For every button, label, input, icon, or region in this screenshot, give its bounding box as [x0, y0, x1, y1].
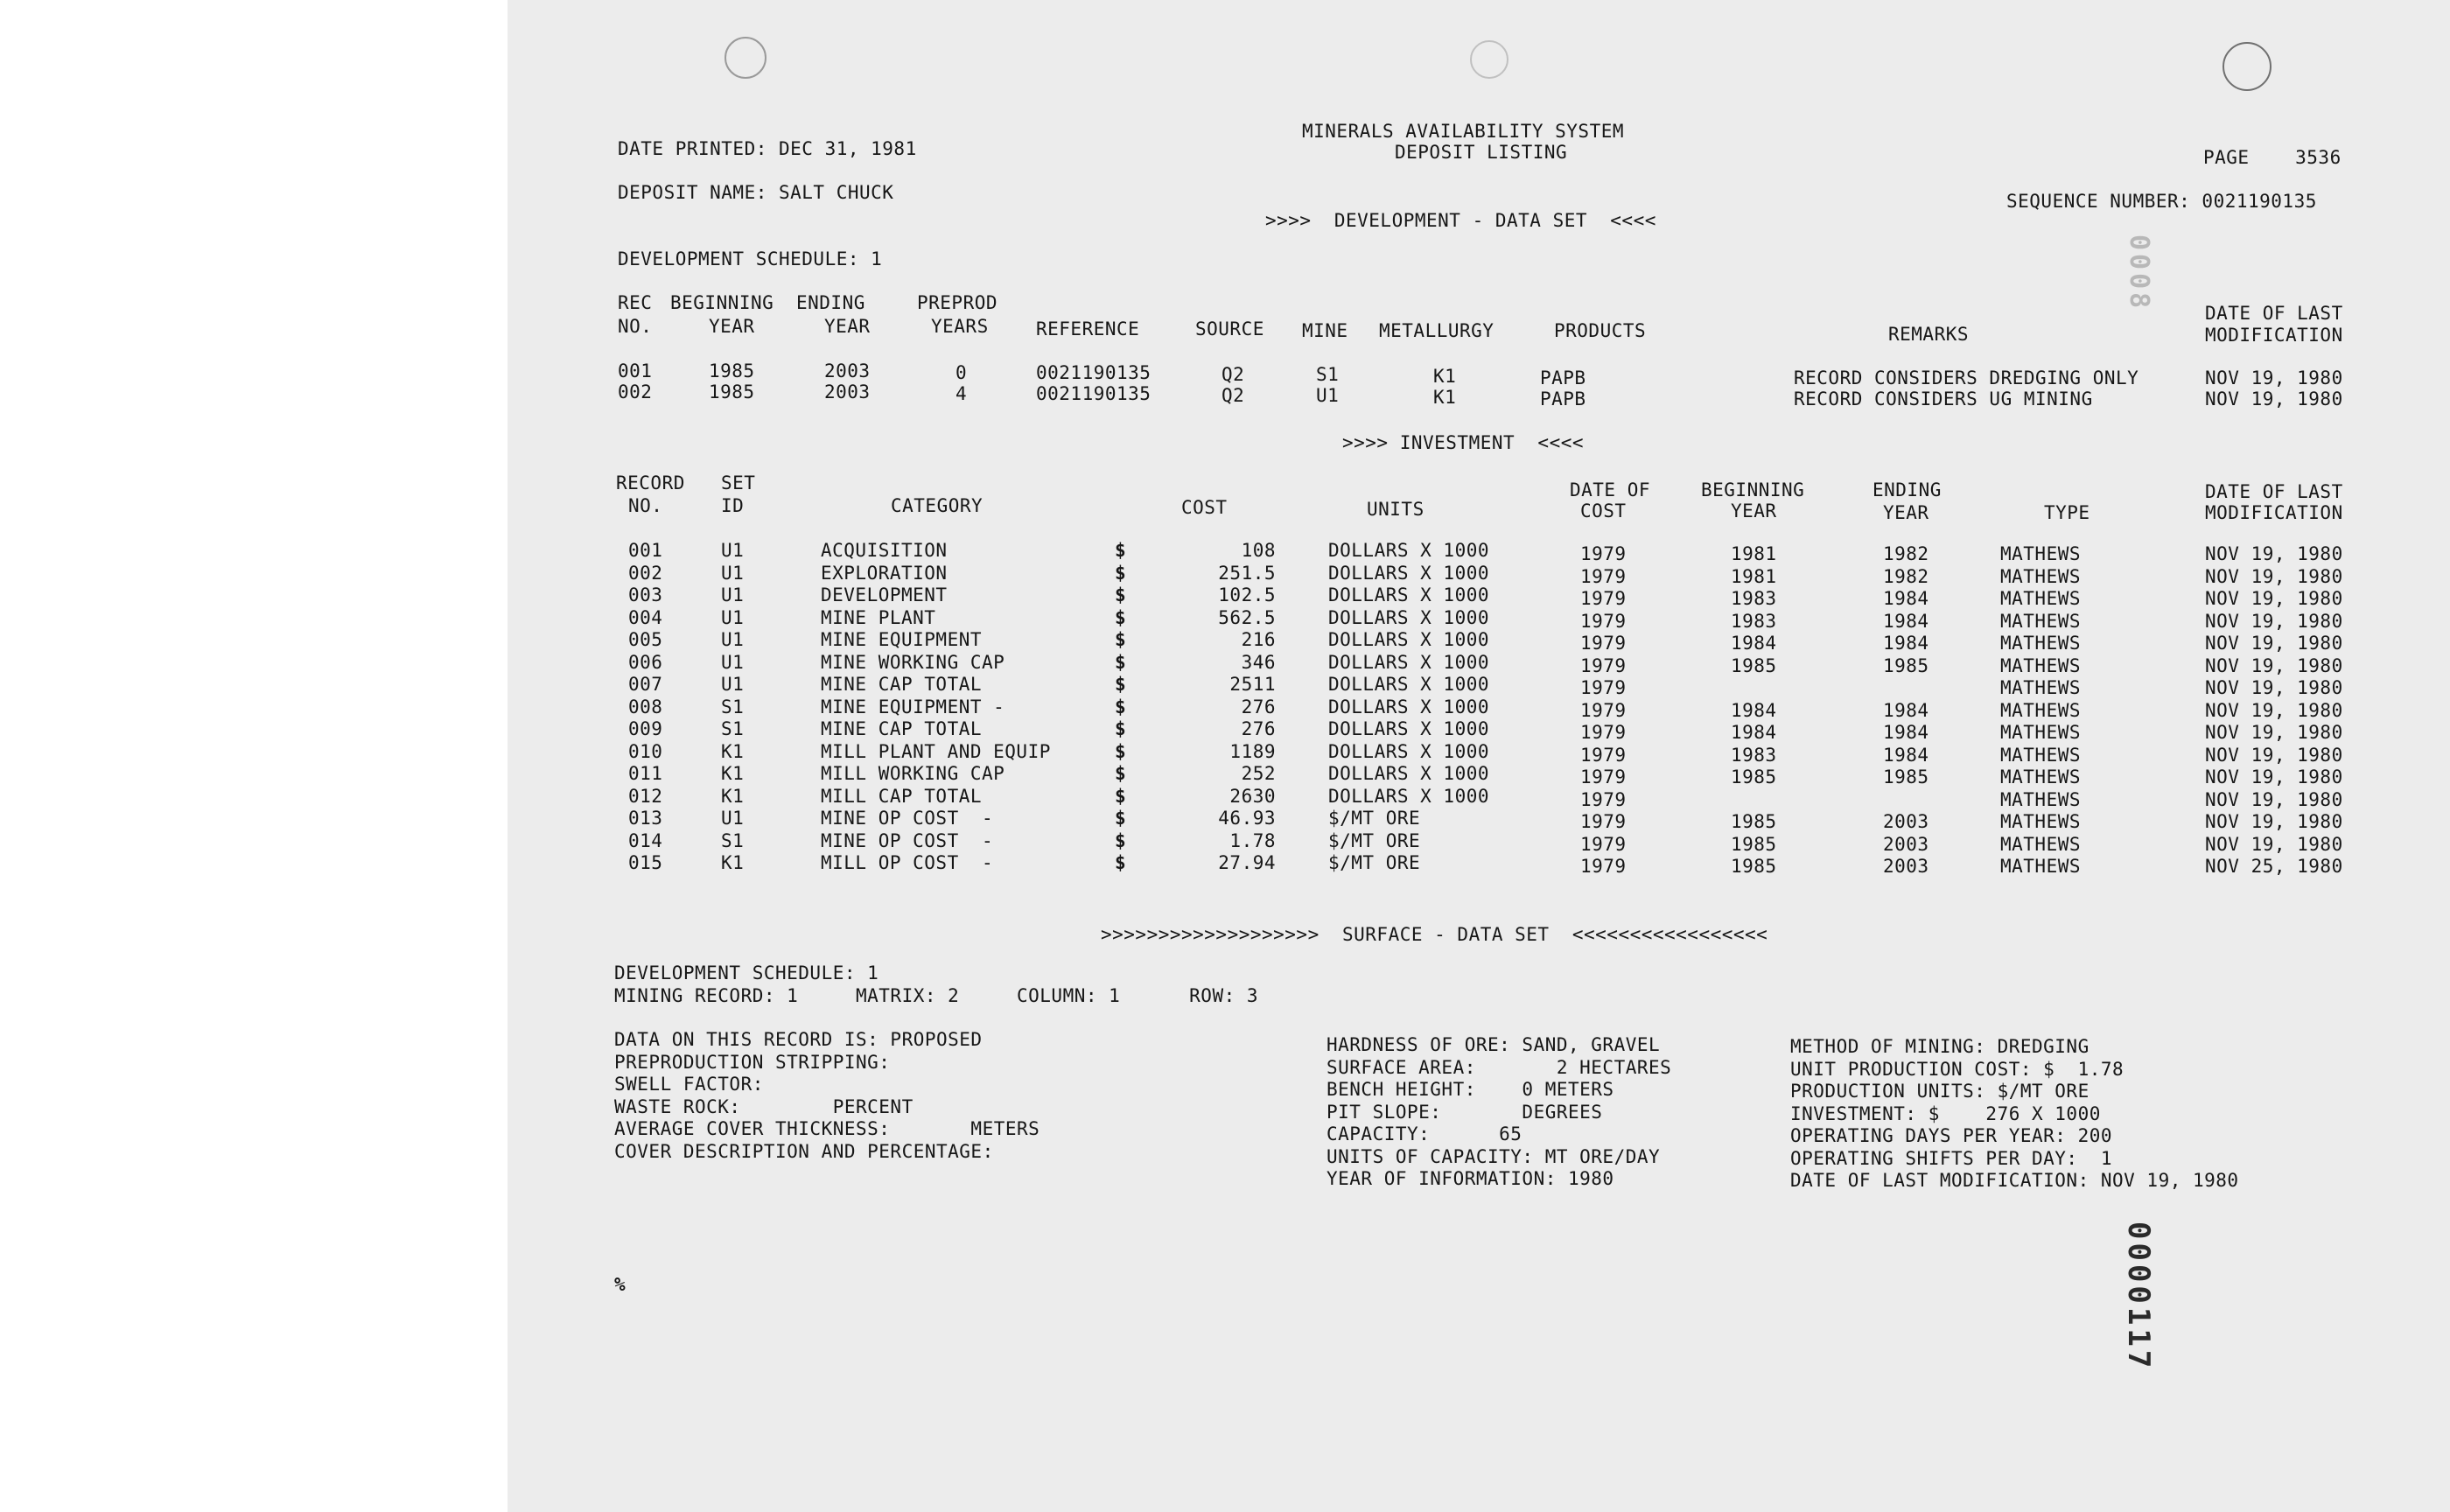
inv-cell-cost: 27.94: [1218, 852, 1276, 873]
inv-cell-type: MATHEWS: [2000, 789, 2082, 810]
inv-cell-set: K1: [721, 786, 745, 807]
dev-cell-met: K1: [1433, 366, 1457, 387]
col-header: SET: [721, 472, 756, 494]
inv-cell-rec: 008: [628, 696, 663, 718]
col-header: YEAR: [1731, 500, 1777, 522]
inv-cell-units: $/MT ORE: [1328, 808, 1421, 829]
inv-cell-rec: 004: [628, 607, 663, 628]
investment-banner: >>>> INVESTMENT <<<<: [1342, 432, 1585, 453]
percent-mark: %: [614, 1274, 626, 1295]
col-header: REMARKS: [1888, 324, 1970, 345]
development-banner: >>>> DEVELOPMENT - DATA SET <<<<: [1265, 210, 1656, 231]
inv-cell-date-of-cost: 1979: [1580, 655, 1627, 676]
surface-banner: >>>>>>>>>>>>>>>>>>> SURFACE - DATA SET <<<<<<<<<<<<<<<<<: [1101, 924, 1768, 945]
col-header: SOURCE: [1195, 318, 1264, 340]
inv-cell-ending-year: 1985: [1883, 766, 1929, 788]
inv-cell-date-of-cost: 1979: [1580, 811, 1627, 832]
inv-cell-type: MATHEWS: [2000, 811, 2082, 832]
inv-cell-type: MATHEWS: [2000, 722, 2082, 743]
inv-cell-set: U1: [721, 563, 745, 584]
dev-cell-source: Q2: [1222, 385, 1245, 406]
inv-cell-category: MINE OP COST -: [821, 830, 994, 851]
inv-cell-category: EXPLORATION: [821, 563, 948, 584]
dev-cell-beg: 1985: [709, 360, 755, 382]
surface-middle-line: CAPACITY: 65: [1326, 1124, 1522, 1144]
col-header: RECORD: [616, 472, 685, 494]
inv-cell-dollar: $: [1115, 584, 1127, 606]
inv-cell-category: MILL OP COST -: [821, 852, 994, 873]
inv-cell-cost: 276: [1241, 718, 1276, 739]
scanned-page: [508, 0, 2450, 1512]
inv-cell-type: MATHEWS: [2000, 566, 2082, 587]
date-printed: DATE PRINTED: DEC 31, 1981: [618, 138, 917, 159]
inv-cell-dollar: $: [1115, 629, 1127, 650]
inv-cell-set: S1: [721, 718, 745, 739]
inv-cell-dollar: $: [1115, 563, 1127, 584]
side-stamp-bottom: 0000117: [2121, 1222, 2156, 1372]
inv-cell-beginning-year: 1985: [1731, 856, 1777, 877]
inv-cell-date-of-cost: 1979: [1580, 789, 1627, 810]
inv-cell-category: ACQUISITION: [821, 540, 948, 561]
surface-left-line: WASTE ROCK: PERCENT: [614, 1096, 914, 1117]
inv-cell-dollar: $: [1115, 852, 1127, 873]
dev-cell-met: K1: [1433, 387, 1457, 408]
col-header: PREPROD: [917, 292, 998, 313]
col-header: CATEGORY: [891, 495, 984, 516]
inv-cell-date: NOV 19, 1980: [2205, 745, 2343, 766]
inv-cell-cost: 108: [1241, 540, 1276, 561]
inv-cell-date: NOV 19, 1980: [2205, 766, 2343, 788]
inv-cell-ending-year: 1984: [1883, 722, 1929, 743]
inv-cell-date: NOV 19, 1980: [2205, 811, 2343, 832]
inv-cell-date: NOV 19, 1980: [2205, 633, 2343, 654]
inv-cell-rec: 009: [628, 718, 663, 739]
inv-cell-type: MATHEWS: [2000, 834, 2082, 855]
inv-cell-set: U1: [721, 629, 745, 650]
dev-cell-prod: PAPB: [1540, 368, 1586, 388]
inv-cell-category: MINE EQUIPMENT: [821, 629, 983, 650]
inv-cell-beginning-year: 1985: [1731, 766, 1777, 788]
inv-cell-date: NOV 19, 1980: [2205, 566, 2343, 587]
inv-cell-beginning-year: 1985: [1731, 811, 1777, 832]
inv-cell-units: DOLLARS X 1000: [1328, 584, 1490, 606]
inv-cell-date: NOV 19, 1980: [2205, 677, 2343, 698]
punch-hole-middle: [1470, 40, 1508, 79]
inv-cell-set: U1: [721, 540, 745, 561]
col-header: REC: [618, 292, 653, 313]
inv-cell-units: $/MT ORE: [1328, 852, 1421, 873]
inv-cell-units: DOLLARS X 1000: [1328, 786, 1490, 807]
inv-cell-beginning-year: 1985: [1731, 655, 1777, 676]
inv-cell-date: NOV 19, 1980: [2205, 611, 2343, 632]
inv-cell-ending-year: 1984: [1883, 633, 1929, 654]
col-header: YEAR: [1883, 502, 1929, 523]
col-header: YEAR: [824, 316, 871, 337]
inv-cell-category: MILL PLANT AND EQUIP: [821, 741, 1051, 762]
col-header: REFERENCE: [1036, 318, 1140, 340]
inv-cell-type: MATHEWS: [2000, 633, 2082, 654]
inv-cell-set: U1: [721, 584, 745, 606]
inv-cell-dollar: $: [1115, 696, 1127, 718]
col-header: MODIFICATION: [2205, 325, 2343, 346]
surface-middle-line: YEAR OF INFORMATION: 1980: [1326, 1168, 1614, 1189]
inv-cell-date: NOV 19, 1980: [2205, 700, 2343, 721]
inv-cell-cost: 2630: [1229, 786, 1276, 807]
inv-cell-rec: 007: [628, 674, 663, 695]
dev-cell-pre: 4: [956, 383, 968, 404]
col-header: YEARS: [931, 316, 989, 337]
inv-cell-set: U1: [721, 607, 745, 628]
col-header: TYPE: [2044, 502, 2090, 523]
surface-left-line: DATA ON THIS RECORD IS: PROPOSED: [614, 1029, 983, 1050]
inv-cell-date: NOV 19, 1980: [2205, 789, 2343, 810]
inv-cell-dollar: $: [1115, 830, 1127, 851]
dev-cell-beg: 1985: [709, 382, 755, 402]
inv-cell-cost: 102.5: [1218, 584, 1276, 606]
surface-right-line: DATE OF LAST MODIFICATION: NOV 19, 1980: [1790, 1170, 2239, 1191]
dev-cell-rec: 002: [618, 382, 653, 402]
col-header: DATE OF LAST: [2205, 303, 2343, 324]
inv-cell-date-of-cost: 1979: [1580, 611, 1627, 632]
dev-cell-rec: 001: [618, 360, 653, 382]
dev-cell-ref: 0021190135: [1036, 362, 1152, 383]
dev-cell-remarks: RECORD CONSIDERS UG MINING: [1794, 388, 2093, 410]
inv-cell-date-of-cost: 1979: [1580, 566, 1627, 587]
inv-cell-units: DOLLARS X 1000: [1328, 741, 1490, 762]
inv-cell-type: MATHEWS: [2000, 677, 2082, 698]
inv-cell-type: MATHEWS: [2000, 543, 2082, 564]
col-header: ENDING: [796, 292, 865, 313]
inv-cell-beginning-year: 1984: [1731, 700, 1777, 721]
dev-cell-pre: 0: [956, 362, 968, 383]
inv-cell-type: MATHEWS: [2000, 745, 2082, 766]
inv-cell-units: $/MT ORE: [1328, 830, 1421, 851]
inv-cell-beginning-year: 1985: [1731, 834, 1777, 855]
deposit-name: DEPOSIT NAME: SALT CHUCK: [618, 182, 894, 203]
inv-cell-date-of-cost: 1979: [1580, 633, 1627, 654]
dev-cell-remarks: RECORD CONSIDERS DREDGING ONLY: [1794, 368, 2139, 388]
inv-cell-category: MINE OP COST -: [821, 808, 994, 829]
inv-cell-type: MATHEWS: [2000, 655, 2082, 676]
col-header: DATE OF LAST: [2205, 481, 2343, 502]
inv-cell-date: NOV 19, 1980: [2205, 588, 2343, 609]
inv-cell-set: S1: [721, 830, 745, 851]
inv-cell-rec: 005: [628, 629, 663, 650]
surface-left-line: SWELL FACTOR:: [614, 1074, 764, 1095]
inv-cell-category: MINE PLANT: [821, 607, 936, 628]
inv-cell-beginning-year: 1981: [1731, 566, 1777, 587]
side-stamp-top: 0008: [2124, 234, 2154, 312]
surface-right-line: OPERATING SHIFTS PER DAY: 1: [1790, 1148, 2113, 1169]
inv-cell-dollar: $: [1115, 808, 1127, 829]
col-header: COST: [1181, 497, 1228, 518]
inv-cell-set: K1: [721, 763, 745, 784]
col-header: METALLURGY: [1379, 320, 1494, 341]
inv-cell-ending-year: 1984: [1883, 745, 1929, 766]
inv-cell-beginning-year: 1984: [1731, 722, 1777, 743]
inv-cell-set: S1: [721, 696, 745, 718]
inv-cell-ending-year: 1985: [1883, 655, 1929, 676]
inv-cell-ending-year: 1984: [1883, 611, 1929, 632]
inv-cell-beginning-year: 1983: [1731, 745, 1777, 766]
inv-cell-dollar: $: [1115, 741, 1127, 762]
col-header: COST: [1580, 500, 1627, 522]
dev-cell-date: NOV 19, 1980: [2205, 368, 2343, 388]
inv-cell-ending-year: 1984: [1883, 588, 1929, 609]
col-header: YEAR: [709, 316, 755, 337]
inv-cell-beginning-year: 1983: [1731, 611, 1777, 632]
development-schedule: DEVELOPMENT SCHEDULE: 1: [618, 248, 883, 270]
inv-cell-set: U1: [721, 674, 745, 695]
surface-schedule: DEVELOPMENT SCHEDULE: 1: [614, 962, 879, 984]
surface-middle-line: PIT SLOPE: DEGREES: [1326, 1102, 1603, 1123]
inv-cell-beginning-year: 1981: [1731, 543, 1777, 564]
inv-cell-rec: 006: [628, 652, 663, 673]
inv-cell-date: NOV 19, 1980: [2205, 543, 2343, 564]
surface-left-line: PREPRODUCTION STRIPPING:: [614, 1052, 891, 1073]
surface-right-line: METHOD OF MINING: DREDGING: [1790, 1036, 2090, 1057]
col-header: PRODUCTS: [1554, 320, 1647, 341]
inv-cell-cost: 216: [1241, 629, 1276, 650]
dev-cell-ref: 0021190135: [1036, 383, 1152, 404]
dev-cell-end: 2003: [824, 382, 871, 402]
col-header: UNITS: [1367, 499, 1424, 520]
inv-cell-type: MATHEWS: [2000, 856, 2082, 877]
inv-cell-units: DOLLARS X 1000: [1328, 607, 1490, 628]
surface-middle-line: UNITS OF CAPACITY: MT ORE/DAY: [1326, 1146, 1661, 1167]
inv-cell-date: NOV 19, 1980: [2205, 655, 2343, 676]
inv-cell-dollar: $: [1115, 652, 1127, 673]
inv-cell-units: DOLLARS X 1000: [1328, 674, 1490, 695]
inv-cell-category: MILL CAP TOTAL: [821, 786, 983, 807]
col-header: ENDING: [1872, 480, 1942, 500]
inv-cell-category: MILL WORKING CAP: [821, 763, 1005, 784]
surface-left-line: COVER DESCRIPTION AND PERCENTAGE:: [614, 1141, 994, 1162]
inv-cell-units: DOLLARS X 1000: [1328, 763, 1490, 784]
surface-middle-line: SURFACE AREA: 2 HECTARES: [1326, 1057, 1672, 1078]
inv-cell-cost: 562.5: [1218, 607, 1276, 628]
inv-cell-date-of-cost: 1979: [1580, 700, 1627, 721]
surface-right-line: OPERATING DAYS PER YEAR: 200: [1790, 1125, 2113, 1146]
inv-cell-rec: 012: [628, 786, 663, 807]
inv-cell-dollar: $: [1115, 718, 1127, 739]
punch-hole-right: [2222, 42, 2272, 91]
inv-cell-ending-year: 2003: [1883, 811, 1929, 832]
inv-cell-cost: 1189: [1229, 741, 1276, 762]
inv-cell-ending-year: 1982: [1883, 543, 1929, 564]
dev-cell-source: Q2: [1222, 364, 1245, 385]
inv-cell-dollar: $: [1115, 607, 1127, 628]
inv-cell-cost: 1.78: [1229, 830, 1276, 851]
inv-cell-category: MINE EQUIPMENT -: [821, 696, 1005, 718]
inv-cell-units: DOLLARS X 1000: [1328, 629, 1490, 650]
surface-left-line: AVERAGE COVER THICKNESS: METERS: [614, 1118, 1040, 1139]
dev-cell-mine: S1: [1316, 364, 1340, 385]
inv-cell-date-of-cost: 1979: [1580, 543, 1627, 564]
col-header: NO.: [618, 316, 653, 337]
inv-cell-units: DOLLARS X 1000: [1328, 696, 1490, 718]
dev-cell-mine: U1: [1316, 385, 1340, 406]
col-header: ID: [721, 495, 745, 516]
surface-right-line: UNIT PRODUCTION COST: $ 1.78: [1790, 1059, 2124, 1080]
inv-cell-rec: 015: [628, 852, 663, 873]
inv-cell-cost: 251.5: [1218, 563, 1276, 584]
inv-cell-date: NOV 25, 1980: [2205, 856, 2343, 877]
inv-cell-units: DOLLARS X 1000: [1328, 718, 1490, 739]
inv-cell-cost: 252: [1241, 763, 1276, 784]
sequence-number: SEQUENCE NUMBER: 0021190135: [2006, 191, 2317, 212]
surface-middle-line: BENCH HEIGHT: 0 METERS: [1326, 1079, 1614, 1100]
inv-cell-date: NOV 19, 1980: [2205, 722, 2343, 743]
inv-cell-type: MATHEWS: [2000, 611, 2082, 632]
inv-cell-units: DOLLARS X 1000: [1328, 540, 1490, 561]
inv-cell-cost: 346: [1241, 652, 1276, 673]
inv-cell-rec: 014: [628, 830, 663, 851]
inv-cell-rec: 003: [628, 584, 663, 606]
inv-cell-date-of-cost: 1979: [1580, 722, 1627, 743]
inv-cell-rec: 002: [628, 563, 663, 584]
surface-right-line: INVESTMENT: $ 276 X 1000: [1790, 1103, 2101, 1124]
col-header: MINE: [1302, 320, 1348, 341]
inv-cell-rec: 013: [628, 808, 663, 829]
inv-cell-dollar: $: [1115, 674, 1127, 695]
inv-cell-units: DOLLARS X 1000: [1328, 563, 1490, 584]
page-number: PAGE 3536: [2203, 147, 2342, 168]
inv-cell-dollar: $: [1115, 786, 1127, 807]
mining-record: MINING RECORD: 1 MATRIX: 2 COLUMN: 1 ROW: 3: [614, 985, 1259, 1006]
inv-cell-dollar: $: [1115, 540, 1127, 561]
inv-cell-type: MATHEWS: [2000, 588, 2082, 609]
inv-cell-set: U1: [721, 808, 745, 829]
inv-cell-set: K1: [721, 852, 745, 873]
inv-cell-set: K1: [721, 741, 745, 762]
inv-cell-category: DEVELOPMENT: [821, 584, 948, 606]
col-header: MODIFICATION: [2205, 502, 2343, 523]
col-header: DATE OF: [1570, 480, 1651, 500]
inv-cell-beginning-year: 1984: [1731, 633, 1777, 654]
inv-cell-beginning-year: 1983: [1731, 588, 1777, 609]
inv-cell-cost: 276: [1241, 696, 1276, 718]
surface-middle-line: HARDNESS OF ORE: SAND, GRAVEL: [1326, 1034, 1661, 1055]
col-header: NO.: [628, 495, 663, 516]
inv-cell-ending-year: 2003: [1883, 856, 1929, 877]
inv-cell-date: NOV 19, 1980: [2205, 834, 2343, 855]
dev-cell-prod: PAPB: [1540, 388, 1586, 410]
dev-cell-date: NOV 19, 1980: [2205, 388, 2343, 410]
surface-right-line: PRODUCTION UNITS: $/MT ORE: [1790, 1081, 2090, 1102]
inv-cell-cost: 2511: [1229, 674, 1276, 695]
inv-cell-cost: 46.93: [1218, 808, 1276, 829]
inv-cell-rec: 011: [628, 763, 663, 784]
col-header: BEGINNING: [670, 292, 774, 313]
dev-cell-end: 2003: [824, 360, 871, 382]
inv-cell-date-of-cost: 1979: [1580, 588, 1627, 609]
inv-cell-date-of-cost: 1979: [1580, 766, 1627, 788]
col-header: BEGINNING: [1701, 480, 1805, 500]
inv-cell-type: MATHEWS: [2000, 766, 2082, 788]
inv-cell-category: MINE CAP TOTAL: [821, 674, 983, 695]
inv-cell-date-of-cost: 1979: [1580, 834, 1627, 855]
punch-hole-left: [724, 37, 766, 79]
inv-cell-date-of-cost: 1979: [1580, 677, 1627, 698]
inv-cell-ending-year: 1984: [1883, 700, 1929, 721]
inv-cell-rec: 001: [628, 540, 663, 561]
listing-title: DEPOSIT LISTING: [1395, 142, 1568, 163]
inv-cell-ending-year: 2003: [1883, 834, 1929, 855]
inv-cell-category: MINE WORKING CAP: [821, 652, 1005, 673]
system-title: MINERALS AVAILABILITY SYSTEM: [1302, 121, 1625, 142]
inv-cell-set: U1: [721, 652, 745, 673]
inv-cell-units: DOLLARS X 1000: [1328, 652, 1490, 673]
inv-cell-dollar: $: [1115, 763, 1127, 784]
inv-cell-ending-year: 1982: [1883, 566, 1929, 587]
inv-cell-type: MATHEWS: [2000, 700, 2082, 721]
inv-cell-category: MINE CAP TOTAL: [821, 718, 983, 739]
inv-cell-date-of-cost: 1979: [1580, 745, 1627, 766]
inv-cell-date-of-cost: 1979: [1580, 856, 1627, 877]
inv-cell-rec: 010: [628, 741, 663, 762]
